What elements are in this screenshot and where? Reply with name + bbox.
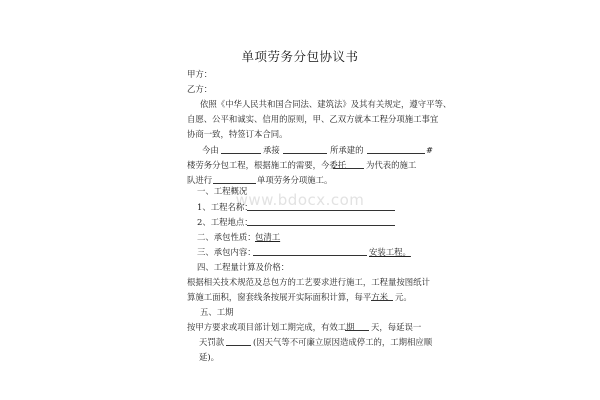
schedule-line-2-suffix: (因天气等不可廉立原因造成停工的，工期相应顺: [253, 337, 433, 347]
party-b-label: 乙方：: [187, 84, 213, 94]
clause-3-suffix: 单项劳务分项施工。: [257, 175, 333, 185]
party-a-label: 甲方：: [187, 69, 213, 79]
document-title: 单项劳务分包协议书: [241, 49, 359, 64]
blank-penalty: [226, 345, 251, 346]
clause-1-prefix: 今由: [202, 145, 219, 155]
section-4-text-2: 算施工面积，窗套线条按展开实际面积计算，每平方米: [187, 292, 388, 302]
section-4-text-1: 根据相关技术规范及总包方的工艺要求进行施工，工程量按图纸计: [187, 277, 430, 287]
intro-line-3: 协商一致，特签订本合同。: [187, 129, 288, 139]
blank-representative: [333, 168, 364, 169]
clause-1-mid1: 承接: [263, 145, 280, 155]
blank-general-contractor: [283, 153, 327, 154]
intro-line-1: 依照《中华人民共和国合同法、建筑法》及其有关规定，遵守平等、: [200, 99, 452, 109]
schedule-line-1-suffix: 天，每延误一: [371, 322, 422, 332]
blank-duration-days: [345, 330, 369, 331]
contract-nature-value: 包清工: [255, 232, 281, 242]
blank-project: [367, 153, 425, 154]
section-4-text-2-suffix: 元。: [395, 292, 412, 302]
contract-content-value: 安装工程。: [369, 247, 411, 257]
blank-project-name: [247, 210, 395, 211]
schedule-line-1: 按甲方要求或项目部计划工期完成，有效工期: [187, 322, 355, 332]
schedule-line-3: 延)。: [199, 352, 220, 362]
schedule-line-2: 天罚款: [199, 337, 225, 347]
contract-content-label: 三、承包内容：: [197, 247, 256, 257]
section-5-heading: 五、工期: [200, 307, 234, 317]
blank-work-type: [213, 183, 256, 184]
blank-unit-price: [371, 300, 393, 301]
project-name-label: 1、工程名称：: [197, 202, 253, 212]
clause-2-prefix: 楼劳务分包工程，根据施工的需要，今委托: [187, 160, 347, 170]
clause-2-suffix: 为代表的施工: [366, 160, 417, 170]
clause-1-mid2: 所承建的: [330, 145, 364, 155]
contract-nature-label: 二、承包性质：: [197, 232, 256, 242]
section-1-heading: 一、工程概况: [197, 186, 248, 196]
intro-line-2: 自愿、公平和诚实、信用的原则，甲、乙双方就本工程分项施工事宜: [187, 114, 439, 124]
project-location-label: 2、工程地点：: [197, 217, 253, 227]
watermark: www.bdocx.com: [235, 191, 365, 209]
blank-contract-content: [253, 255, 367, 256]
section-4-heading: 四、工程量计算及价格：: [197, 262, 290, 272]
clause-1-suffix: #: [426, 145, 434, 155]
blank-project-location: [247, 225, 395, 226]
clause-3-prefix: 队进行: [187, 175, 213, 185]
blank-contractor: [221, 153, 261, 154]
